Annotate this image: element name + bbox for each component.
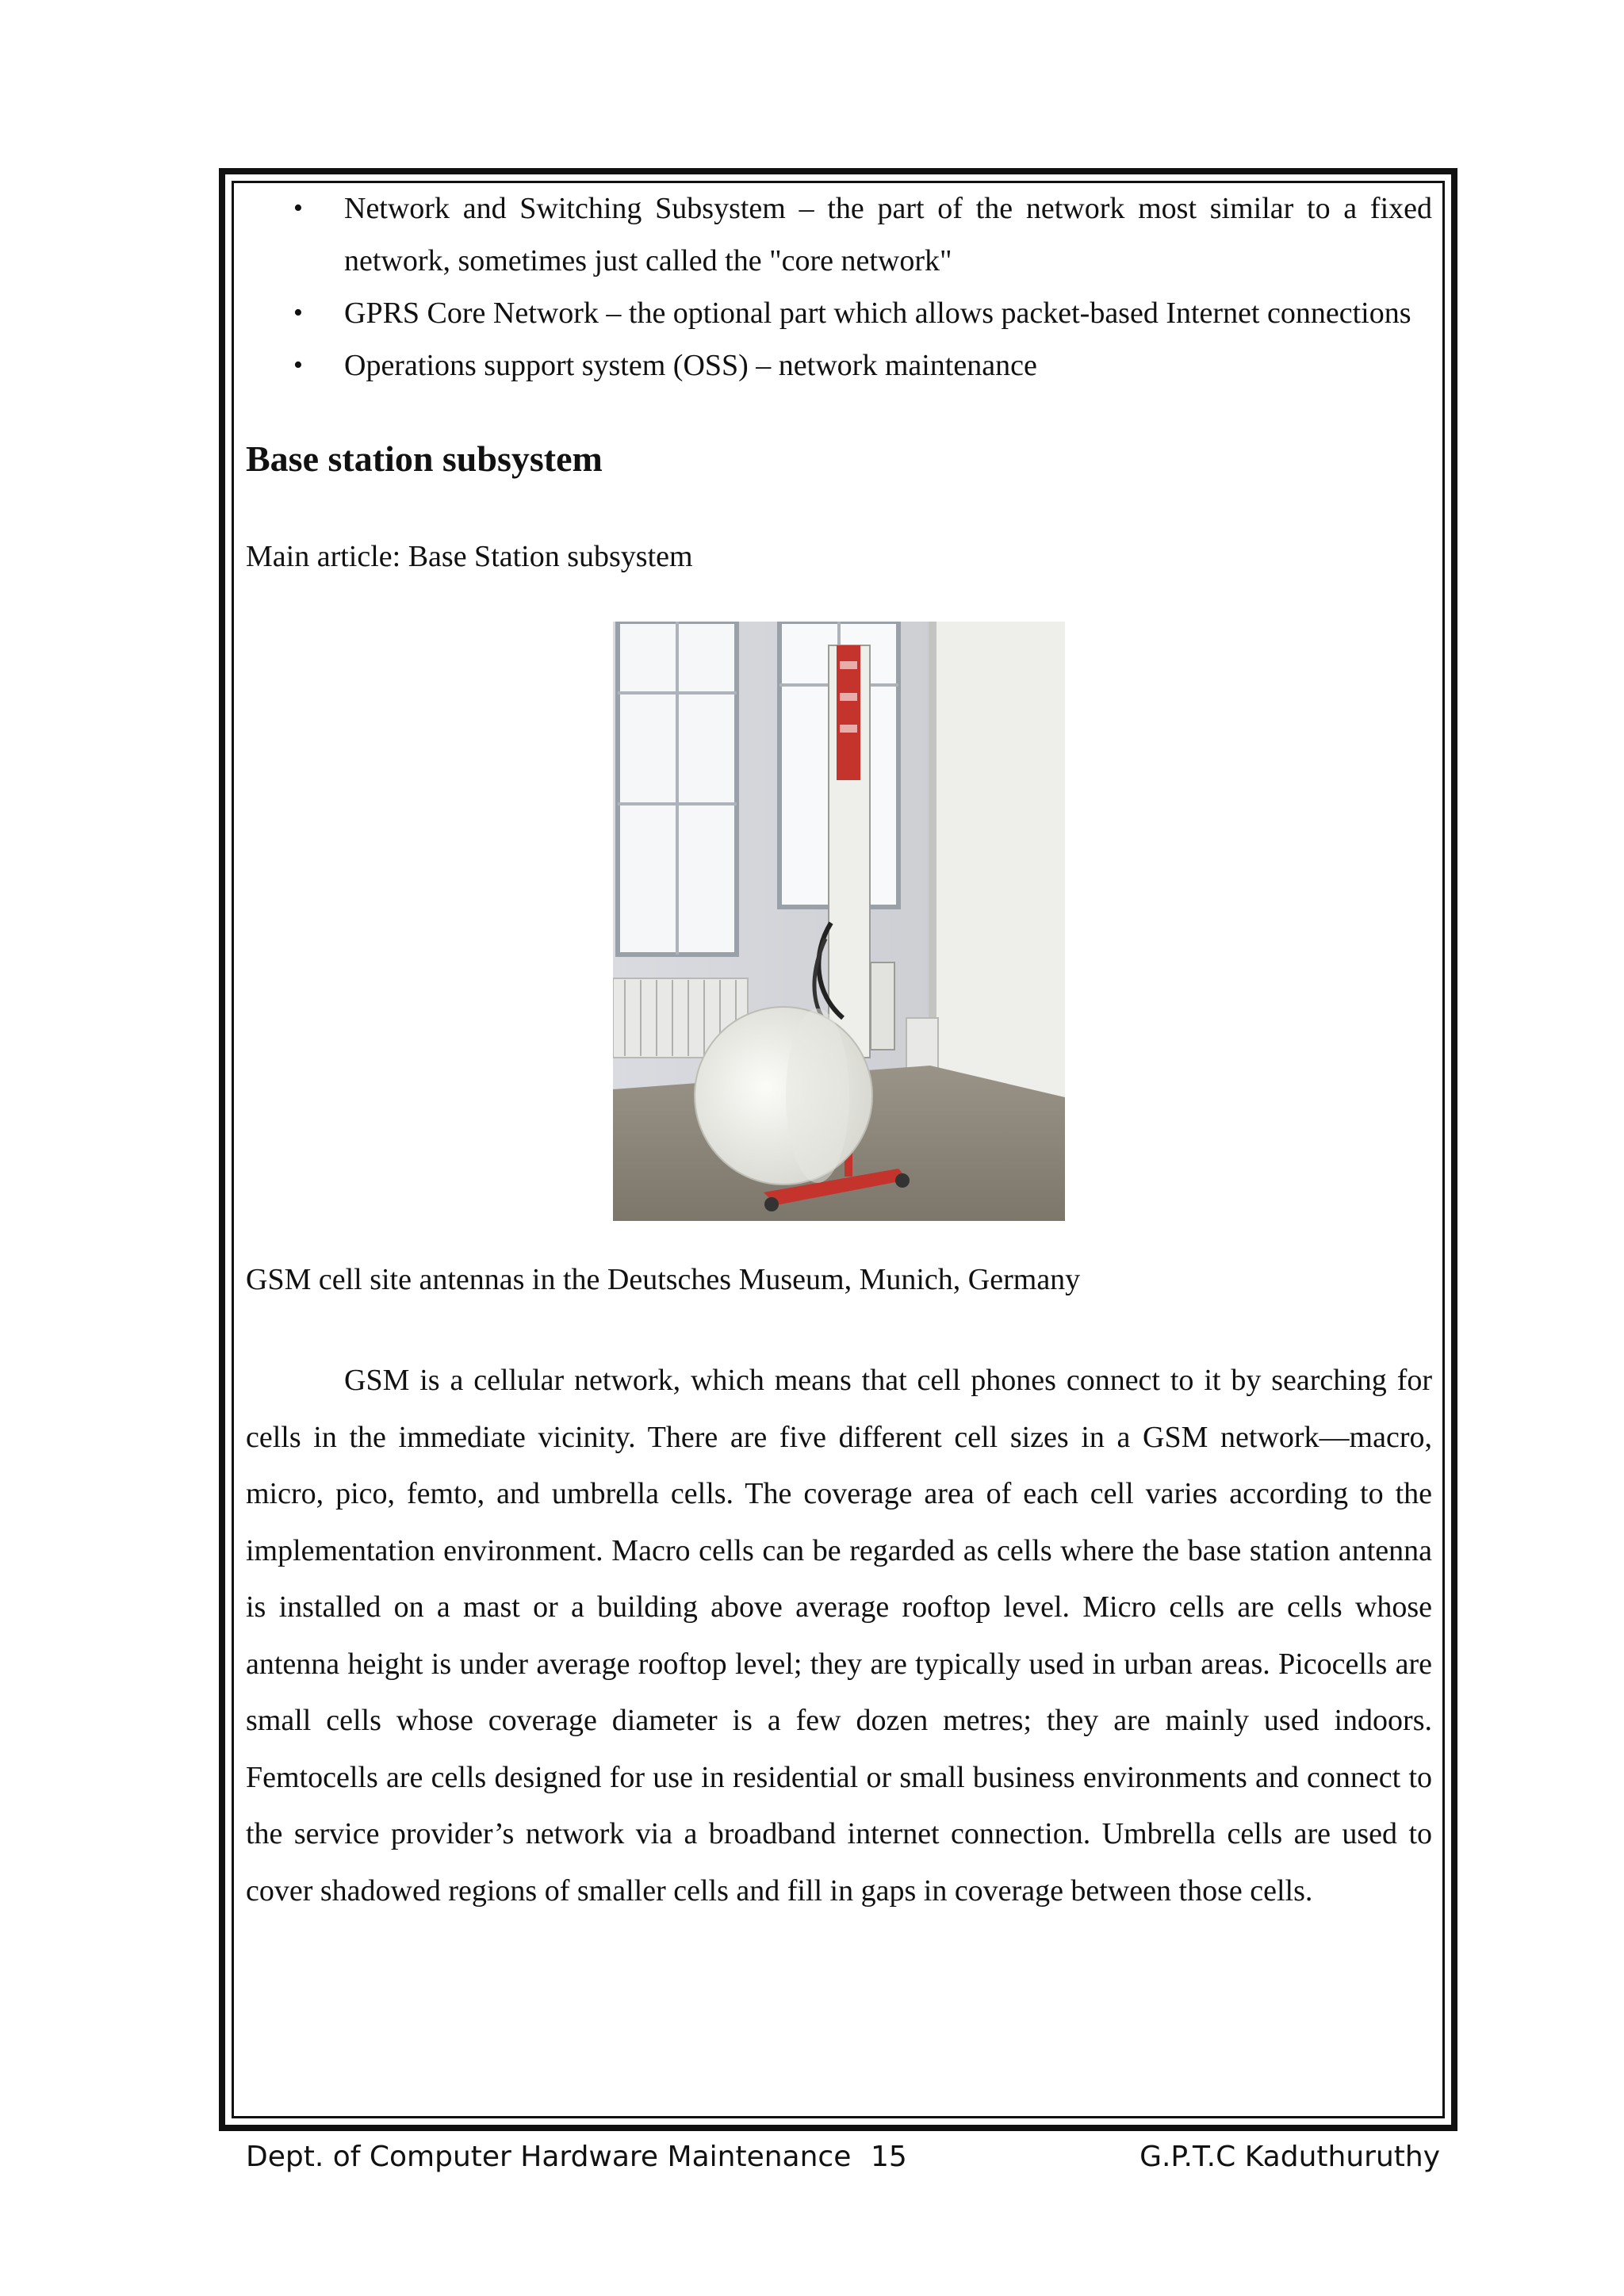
figure-caption: GSM cell site antennas in the Deutsches Museum, Munich, Germany	[246, 1263, 1081, 1296]
list-item-text: Network and Switching Subsystem – the part of the network most similar to a fixed network, sometimes just called the "core network"	[344, 192, 1432, 277]
bullet-section	[246, 182, 1432, 392]
page-footer	[246, 2141, 1440, 2180]
body-paragraph: GSM is a cellular network, which means that cell phones connect to it by searching for cells in the immediate vicinity. There are five different cell sizes in a GSM network—macro, micro, pico, femto, and umbrella cells. The coverage area of each cell varies according to the implementation environment. Macro cells can be regarded as cells where the base station antenna is installed on a mast or a building above average rooftop level. Micro cells are cells whose antenna height is under average rooftop level; they are typically used in urban areas. Picocells are small cells whose coverage diameter is a few dozen metres; they are mainly used indoors. Femtocells are cells designed for use in residential or small business environments and connect to the service provider’s network via a broadband internet connection. Umbrella cells are used to cover shadowed regions of smaller cells and fill in gaps in coverage between those cells.	[246, 1364, 1432, 1908]
bullet-icon: •	[293, 193, 303, 223]
bullet-icon: •	[293, 298, 303, 327]
list-item	[246, 339, 1432, 392]
main-article-note: Main article: Base Station subsystem	[246, 540, 693, 573]
footer-department: Dept. of Computer Hardware Maintenance	[246, 2141, 852, 2173]
section-heading: Base station subsystem	[246, 438, 603, 479]
list-item	[246, 182, 1432, 287]
list-item	[246, 287, 1432, 339]
list-item-text: Operations support system (OSS) – network maintenance	[344, 349, 1037, 382]
antenna-photo	[613, 622, 1065, 1221]
footer-institution: G.P.T.C Kaduthuruthy	[1139, 2141, 1440, 2173]
list-item-text: GPRS Core Network – the optional part which allows packet-based Internet connections	[344, 297, 1411, 330]
bullet-list	[246, 182, 1432, 392]
bullet-icon: •	[293, 350, 303, 380]
page-number: 15	[871, 2141, 907, 2173]
